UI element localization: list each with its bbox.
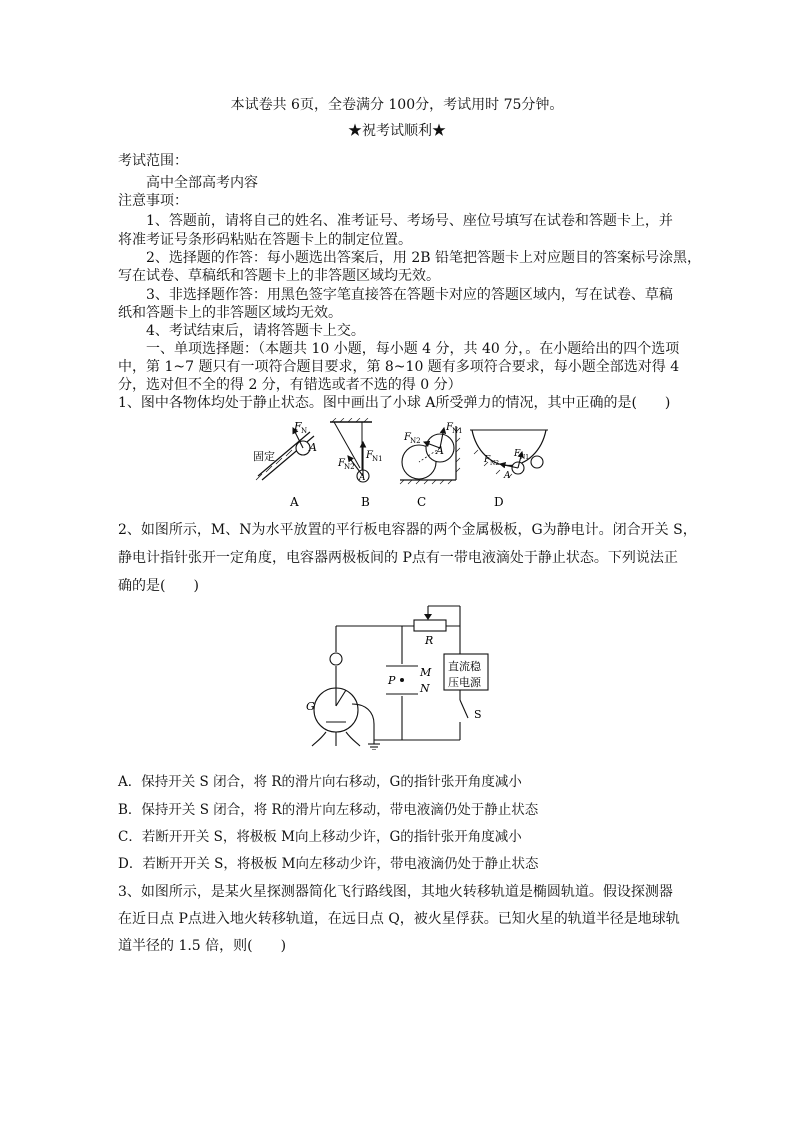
section1-line-1: 一、单项选择题：（本题共 10 小题，每小题 4 分，共 40 分，。在小题给出的四个选项 <box>146 341 680 357</box>
q2-option-d: D．若断开开关 S，将极板 M向左移动少许，带电液滴仍处于静止状态 <box>118 856 539 872</box>
q2-line-2: 静电计指针张开一定角度，电容器两极板间的 P点有一带电液滴处于静止状态。下列说法正 <box>118 550 678 566</box>
scope-content: 高中全部高考内容 <box>146 175 258 191</box>
section1-line-3: 分，选对但不全的得 2 分，有错选或者不选的得 0 分） <box>118 377 462 393</box>
fig-b-fn1-label: F <box>366 450 373 461</box>
fig-d-fn1-label: F <box>514 449 521 459</box>
fig-b-fn2-sub: N2 <box>344 463 355 471</box>
circuit-s-label: S <box>474 708 482 721</box>
fig-c-fn1-label: F <box>446 422 453 433</box>
fig-d-caption: D <box>494 495 504 508</box>
fig-d-fn2-sub: N2 <box>490 460 500 467</box>
fig-b-ball-label: A <box>359 473 366 483</box>
fig-a-ball-label: A <box>309 441 317 454</box>
fig-d-fn2-label: F <box>484 455 491 465</box>
fig-c-fn1-sub: N1 <box>452 427 463 435</box>
q2-circuit <box>0 600 794 750</box>
fig-c-ball-label: A <box>436 444 444 457</box>
q2-line-3: 确的是( ) <box>118 578 199 594</box>
section1-line-2: 中，第 1~7 题只有一项符合题目要求，第 8~10 题有多项符合要求，每小题全部选对得 4 <box>118 359 680 375</box>
note-4: 4、考试结束后，请将答题卡上交。 <box>146 323 365 339</box>
figure-c <box>400 422 463 484</box>
source-label-line-1: 直流稳 <box>448 660 481 673</box>
q2-line-1: 2、如图所示，M、N为水平放置的平行板电容器的两个金属极板，G为静电计。闭合开关 S， <box>118 522 697 538</box>
fig-a-fn-sub: N <box>301 427 308 435</box>
q2-option-a: A．保持开关 S 闭合，将 R的滑片向右移动，G的指针张开角度减小 <box>118 774 522 790</box>
circuit-g-label: G <box>306 700 315 713</box>
fig-d-ball-label: A <box>504 471 511 481</box>
note-2-line-1: 2、选择题的作答：每小题选出答案后，用 2B 铅笔把答题卡上对应题目的答案标号涂黑， <box>146 250 702 266</box>
fig-b-fn2-label: F <box>338 458 345 469</box>
source-label-line-2: 压电源 <box>448 676 481 689</box>
q2-option-c: C．若断开开关 S，将极板 M向上移动少许，G的指针张开角度减小 <box>118 829 522 845</box>
note-3-line-1: 3、非选择题作答：用黑色签字笔直接答在答题卡对应的答题区域内，写在试卷、草稿 <box>146 287 673 303</box>
notes-title: 注意事项： <box>118 193 188 209</box>
scope-label: 考试范围： <box>118 153 188 169</box>
fig-b-caption: B <box>361 495 370 508</box>
fig-a-caption: A <box>290 495 299 508</box>
q1-figures <box>0 418 794 508</box>
fig-d-fn1-sub: N1 <box>520 454 530 461</box>
fig-a-fixed-label: 固定 <box>253 450 275 463</box>
fig-a-fn-label: F <box>294 420 302 433</box>
note-2-line-2: 写在试卷、草稿纸和答题卡上的非答题区域均无效。 <box>118 268 440 284</box>
exam-info: 本试卷共 6页，全卷满分 100分，考试用时 75分钟。 <box>230 97 564 113</box>
figure-a <box>253 420 317 480</box>
blessing: ★祝考试顺利★ <box>348 123 446 139</box>
q2-option-b: B．保持开关 S 闭合，将 R的滑片向左移动，带电液滴仍处于静止状态 <box>118 802 539 818</box>
circuit-n-label: N <box>420 682 430 695</box>
fig-b-fn1-sub: N1 <box>372 455 383 463</box>
fig-c-fn2-sub: N2 <box>410 437 421 445</box>
q1-stem: 1、图中各物体均处于静止状态。图中画出了小球 A所受弹力的情况，其中正确的是( ) <box>118 395 671 411</box>
figure-b <box>330 418 383 483</box>
circuit-r-label: R <box>425 634 434 647</box>
fig-c-fn2-label: F <box>404 432 411 443</box>
note-1-line-2: 将准考证号条形码粘贴在答题卡上的制定位置。 <box>118 232 412 248</box>
q3-line-3: 道半径的 1.5 倍，则( ) <box>118 938 287 954</box>
note-3-line-2: 纸和答题卡上的非答题区域均无效。 <box>118 305 342 321</box>
circuit-p-label: P <box>388 674 396 687</box>
note-1-line-1: 1、答题前，请将自己的姓名、准考证号、考场号、座位号填写在试卷和答题卡上，并 <box>146 213 673 229</box>
fig-c-caption: C <box>417 495 427 508</box>
q3-line-2: 在近日点 P点进入地火转移轨道，在远日点 Q，被火星俘获。已知火星的轨道半径是地球轨 <box>118 911 680 927</box>
circuit-m-label: M <box>420 666 432 679</box>
figure-d <box>470 430 548 481</box>
q3-line-1: 3、如图所示，是某火星探测器简化飞行路线图，其地火转移轨道是椭圆轨道。假设探测器 <box>118 884 673 900</box>
